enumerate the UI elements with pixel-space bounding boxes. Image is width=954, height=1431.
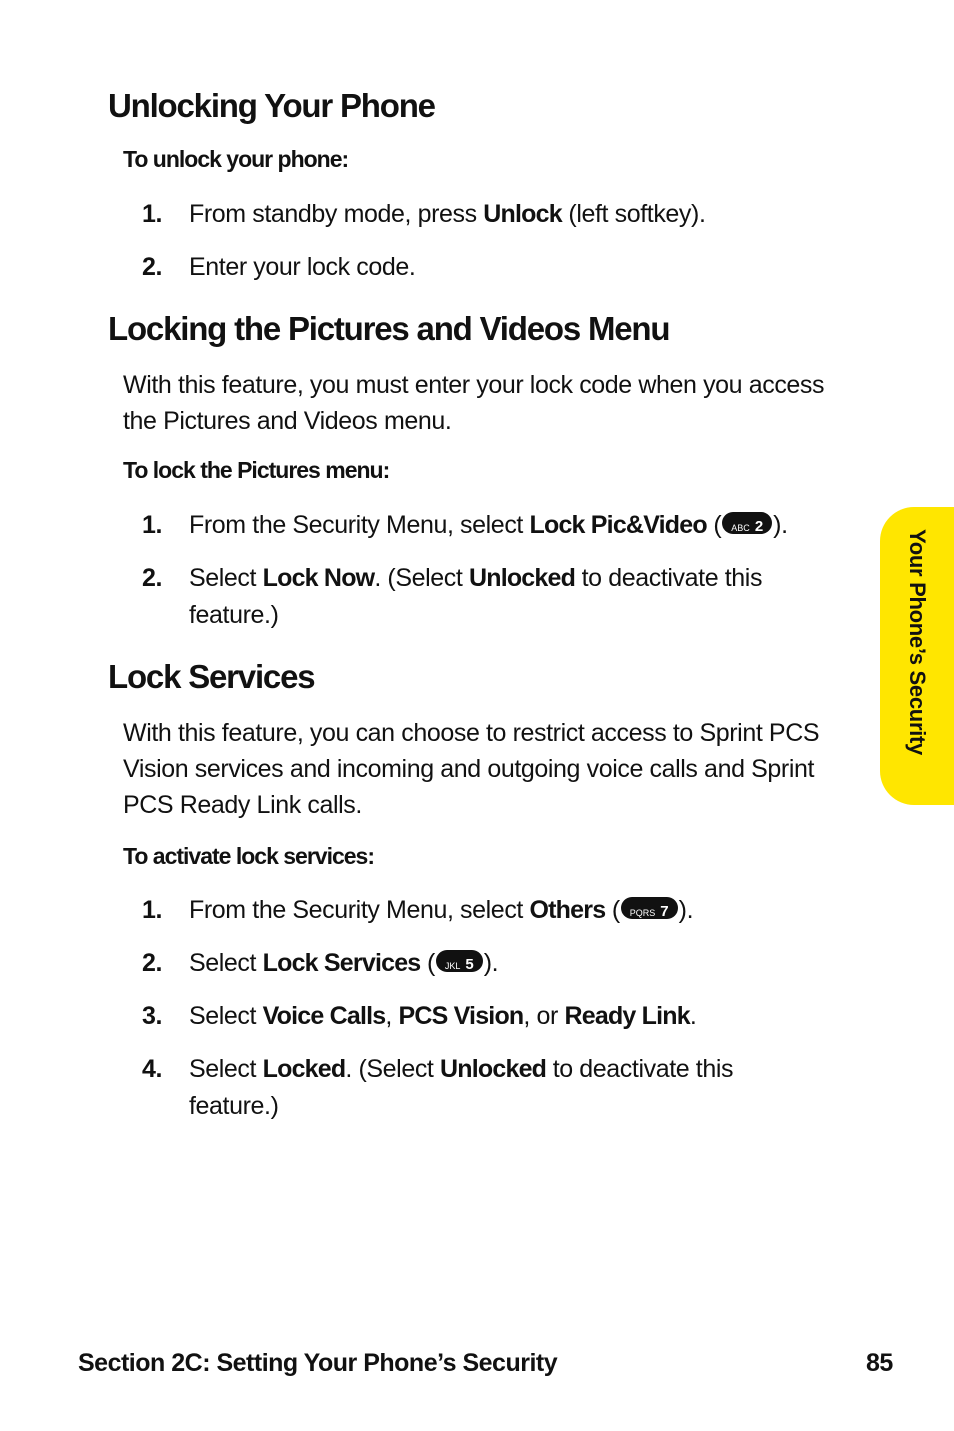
subheading-to-activate-lock-services: To activate lock services: (123, 843, 374, 869)
step-text: From the Security Menu, select Others ( PQRS 7 ). (189, 896, 694, 924)
list-item (142, 945, 842, 982)
page-number: 85 (866, 1349, 893, 1377)
keypad-7-icon: PQRS 7 (621, 897, 678, 919)
list-item (142, 507, 842, 544)
step-text: From the Security Menu, select Lock Pic&Video ( ABC 2 ). (189, 511, 788, 539)
footer-section-title: Section 2C: Setting Your Phone’s Security (78, 1349, 558, 1377)
keypad-2-icon: ABC 2 (722, 512, 772, 534)
step-number: 1. (142, 511, 163, 539)
step-text: Select Lock Now. (Select Unlocked to deactivate this feature.) (189, 564, 763, 629)
step-number: 2. (142, 949, 163, 977)
subheading-to-lock-pictures: To lock the Pictures menu: (123, 457, 390, 483)
step-text: Select Locked. (Select Unlocked to deactivate this feature.) (189, 1055, 734, 1120)
list-item (142, 196, 842, 233)
step-number: 4. (142, 1055, 163, 1083)
step-text: Enter your lock code. (189, 253, 416, 281)
list-item (142, 249, 842, 286)
list-item (142, 892, 842, 929)
step-number: 1. (142, 896, 163, 924)
step-text: From standby mode, press Unlock (left softkey). (189, 200, 706, 228)
step-number: 3. (142, 1002, 163, 1030)
paragraph-services-intro: With this feature, you can choose to restrict access to Sprint PCS Vision services and incoming and outgoing voice calls and Sprint PCS Ready Link calls. (123, 719, 820, 819)
step-number: 2. (142, 564, 163, 592)
step-text: Select Lock Services ( JKL 5 ). (189, 949, 499, 977)
heading-unlocking-your-phone: Unlocking Your Phone (108, 87, 435, 124)
heading-lock-services: Lock Services (108, 658, 315, 695)
subheading-to-unlock: To unlock your phone: (123, 146, 349, 172)
side-section-tab (880, 507, 954, 805)
side-tab-label: Your Phone’s Security (905, 529, 930, 755)
heading-locking-pictures-videos: Locking the Pictures and Videos Menu (108, 310, 670, 347)
step-number: 2. (142, 253, 163, 281)
keypad-5-icon: JKL 5 (436, 950, 483, 972)
paragraph-pictures-intro: With this feature, you must enter your lock code when you access the Pictures and Videos menu. (123, 371, 825, 435)
step-number: 1. (142, 200, 163, 228)
list-item (142, 1051, 842, 1125)
step-text: Select Voice Calls, PCS Vision, or Ready Link. (189, 1002, 697, 1030)
list-item (142, 998, 842, 1035)
list-item (142, 560, 842, 634)
